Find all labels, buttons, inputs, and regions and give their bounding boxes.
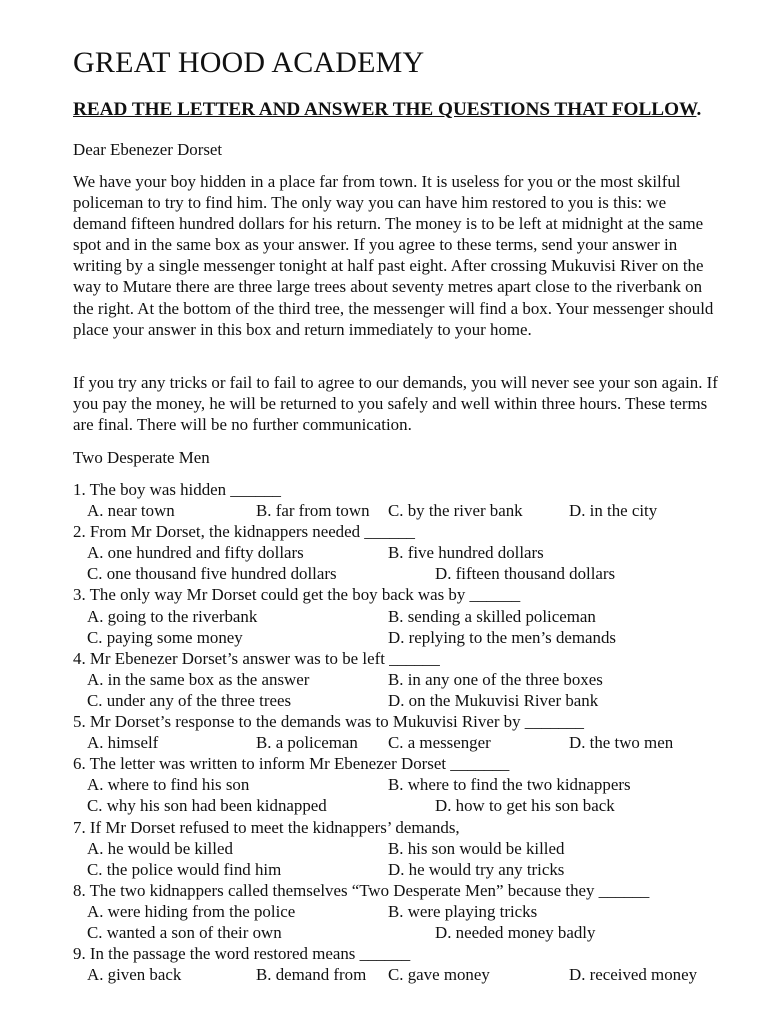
answer-option: B. sending a skilled policeman — [388, 606, 596, 626]
answer-option: C. a messenger — [388, 733, 491, 753]
answer-option: B. in any one of the three boxes — [388, 669, 603, 689]
question-8-options-row — [73, 922, 753, 943]
answer-option: D. on the Mukuvisi River bank — [388, 690, 599, 710]
question-9-options-row — [73, 964, 753, 985]
answer-option: D. replying to the men’s demands — [388, 627, 616, 647]
question-2-options-row — [73, 542, 753, 563]
answer-option: C. the police would find him — [87, 859, 282, 879]
school-name: GREAT HOOD ACADEMY — [73, 46, 425, 79]
question-5: 5. Mr Dorset’s response to the demands was to Mukuvisi River by _______ — [73, 712, 584, 732]
answer-option: D. fifteen thousand dollars — [435, 564, 616, 584]
question-6: 6. The letter was written to inform Mr Ebenezer Dorset _______ — [73, 754, 510, 774]
question-7: 7. If Mr Dorset refused to meet the kidnappers’ demands, — [73, 817, 460, 837]
answer-option: A. himself — [87, 733, 159, 753]
answer-option: D. in the city — [569, 501, 658, 521]
instruction-period: . — [696, 99, 702, 120]
answer-option: A. near town — [87, 501, 175, 521]
answer-option: C. under any of the three trees — [87, 690, 292, 710]
answer-option: D. received money — [569, 965, 698, 985]
answer-option: C. by the river bank — [388, 501, 523, 521]
answer-option: B. where to find the two kidnappers — [388, 775, 631, 795]
answer-option: A. going to the riverbank — [87, 606, 258, 626]
question-2-options-row — [73, 563, 753, 584]
question-1-options-row — [73, 500, 753, 521]
answer-option: C. why his son had been kidnapped — [87, 796, 327, 816]
letter-paragraph-1: We have your boy hidden in a place far from town. It is useless for you or the most skilful policeman to try to find him. The only way you can have him restored to you is this: we demand fifteen hundred dollars for his return. The money is to be left at midnight at the same spot and in the same box as your answer. If you agree to these terms, send your answer in writing by a single messenger tonight at half past eight. After crossing Mukuvisi River on the way to Mutare there are three large trees about seventy metres apart close to the riverbank on the right. At the bottom of the third tree, the messenger will find a box. Your messenger should place your answer in this box and return immediately to your home. — [73, 172, 714, 339]
letter-signature: Two Desperate Men — [73, 448, 210, 467]
question-8-options-row — [73, 901, 753, 922]
question-7-options-row — [73, 838, 753, 859]
answer-option: B. his son would be killed — [388, 838, 565, 858]
question-5-options-row — [73, 732, 753, 753]
questions-list — [73, 479, 753, 985]
answer-option: B. five hundred dollars — [388, 543, 544, 563]
instruction-heading — [73, 99, 701, 121]
answer-option: C. gave money — [388, 965, 490, 985]
answer-option: B. were playing tricks — [388, 901, 538, 921]
question-9: 9. In the passage the word restored means ______ — [73, 944, 411, 964]
answer-option: C. one thousand five hundred dollars — [87, 564, 337, 584]
answer-option: D. how to get his son back — [435, 796, 615, 816]
answer-option: A. given back — [87, 965, 182, 985]
answer-option: A. where to find his son — [87, 775, 250, 795]
question-8: 8. The two kidnappers called themselves “Two Desperate Men” because they ______ — [73, 880, 650, 900]
question-7-options-row — [73, 859, 753, 880]
instruction-text: READ THE LETTER AND ANSWER THE QUESTIONS THAT FOLLOW — [73, 99, 697, 120]
answer-option: C. paying some money — [87, 627, 243, 647]
question-2: 2. From Mr Dorset, the kidnappers needed ______ — [73, 522, 415, 542]
question-4-options-row — [73, 669, 753, 690]
answer-option: A. in the same box as the answer — [87, 669, 310, 689]
answer-option: A. were hiding from the police — [87, 901, 296, 921]
answer-option: B. demand from — [256, 965, 367, 985]
letter-paragraph-2: If you try any tricks or fail to fail to agree to our demands, you will never see your son again. If you pay the money, he will be returned to you safely and well within three hours. These terms are final. There will be no further communication. — [73, 373, 718, 435]
answer-option: A. he would be killed — [87, 838, 233, 858]
question-3-options-row — [73, 627, 753, 648]
answer-option: B. a policeman — [256, 733, 358, 753]
answer-option: C. wanted a son of their own — [87, 922, 282, 942]
answer-option: A. one hundred and fifty dollars — [87, 543, 304, 563]
answer-option: B. far from town — [256, 501, 370, 521]
question-4-options-row — [73, 690, 753, 711]
question-6-options-row — [73, 774, 753, 795]
question-6-options-row — [73, 795, 753, 816]
answer-option: D. the two men — [569, 733, 674, 753]
answer-option: D. needed money badly — [435, 922, 596, 942]
letter-salutation: Dear Ebenezer Dorset — [73, 140, 223, 159]
question-3: 3. The only way Mr Dorset could get the boy back was by ______ — [73, 585, 521, 605]
answer-option: D. he would try any tricks — [388, 859, 565, 879]
question-4: 4. Mr Ebenezer Dorset’s answer was to be left ______ — [73, 648, 440, 668]
question-3-options-row — [73, 606, 753, 627]
question-1: 1. The boy was hidden ______ — [73, 480, 281, 499]
